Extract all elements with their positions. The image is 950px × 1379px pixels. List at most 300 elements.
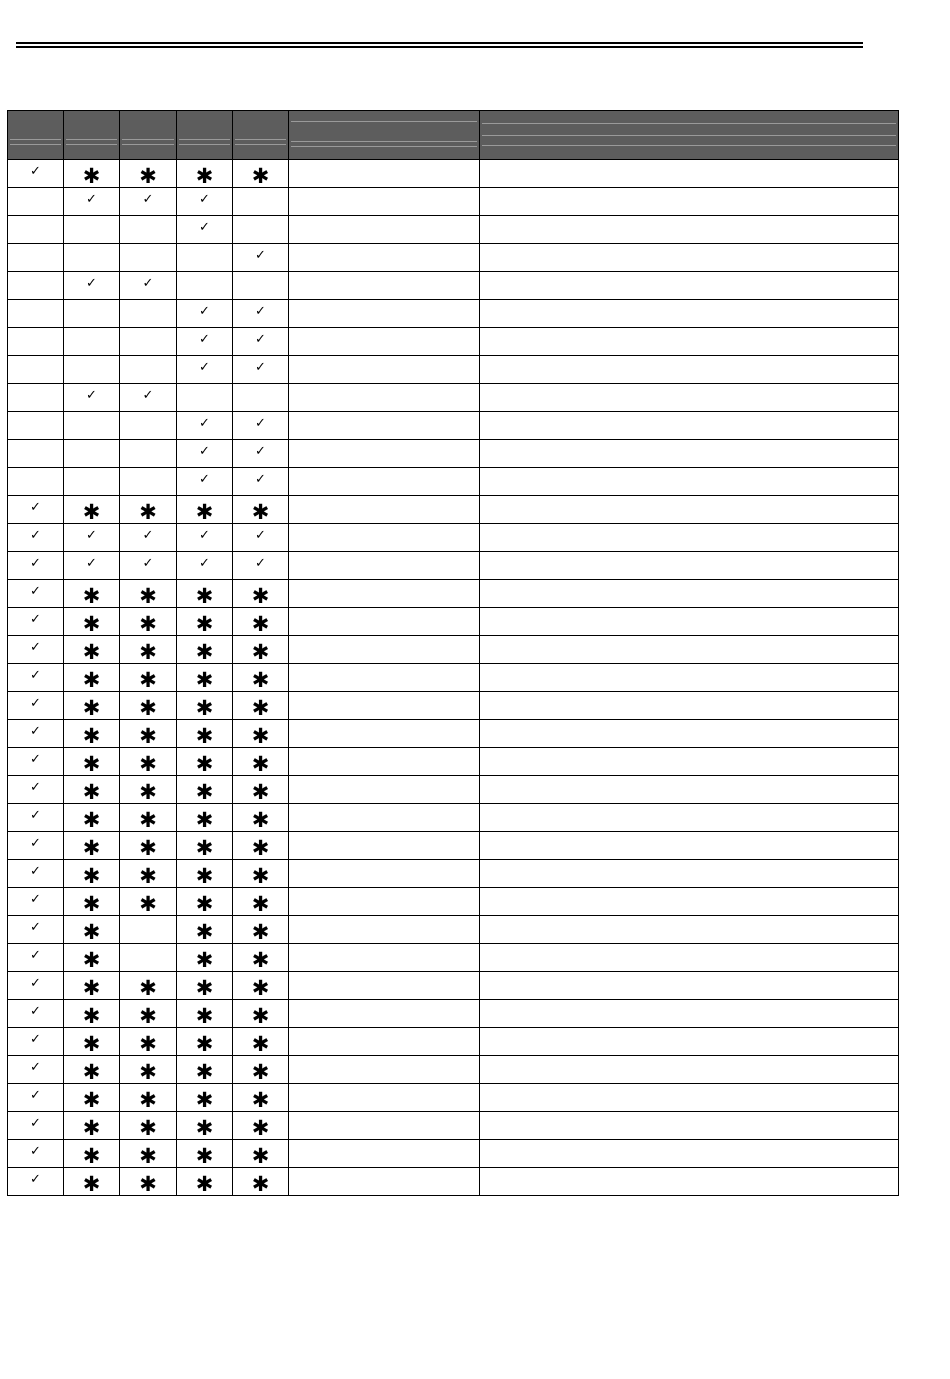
- table-cell-col-2: [64, 972, 120, 1000]
- checkmark-icon: ✓: [30, 892, 41, 907]
- checkmark-icon: ✓: [30, 500, 41, 515]
- asterisk-icon: ✱: [195, 1032, 214, 1056]
- table-cell-col-5: [233, 636, 289, 664]
- table-cell-col-3: [120, 776, 177, 804]
- table-cell-col-7: [480, 244, 899, 272]
- table-cell-col-4: [177, 356, 233, 384]
- table-cell-col-4: [177, 244, 233, 272]
- table-cell-col-2: [64, 300, 120, 328]
- checkmark-icon: ✓: [86, 276, 97, 291]
- table-cell-col-4: [177, 440, 233, 468]
- header-cell-4: [177, 111, 233, 160]
- header-cell-1: [8, 111, 64, 160]
- table-cell-col-3: [120, 944, 177, 972]
- asterisk-icon: ✱: [139, 892, 157, 916]
- table-cell-col-2: [64, 944, 120, 972]
- checkmark-icon: ✓: [86, 192, 97, 207]
- table-row: [8, 1084, 899, 1112]
- table-cell-col-3: [120, 1056, 177, 1084]
- asterisk-icon: ✱: [82, 724, 101, 748]
- table-cell-col-4: [177, 1056, 233, 1084]
- checkmark-icon: ✓: [199, 360, 210, 375]
- checkmark-icon: ✓: [142, 528, 154, 543]
- checkmark-icon: ✓: [30, 528, 41, 543]
- asterisk-icon: ✱: [195, 668, 214, 692]
- asterisk-icon: ✱: [251, 808, 270, 832]
- table-cell-col-6: [289, 328, 480, 356]
- table-cell-col-1: [8, 580, 64, 608]
- asterisk-icon: ✱: [195, 612, 214, 636]
- table-cell-col-6: [289, 1028, 480, 1056]
- asterisk-icon: ✱: [139, 696, 157, 720]
- table-row: [8, 776, 899, 804]
- asterisk-icon: ✱: [251, 724, 270, 748]
- table-cell-col-3: [120, 1168, 177, 1196]
- checkmark-icon: ✓: [30, 836, 41, 851]
- table-cell-col-3: [120, 328, 177, 356]
- table-cell-col-1: [8, 888, 64, 916]
- table-cell-col-7: [480, 160, 899, 188]
- table-row: [8, 944, 899, 972]
- table-cell-col-1: [8, 664, 64, 692]
- table-row: [8, 300, 899, 328]
- table-cell-col-1: [8, 1084, 64, 1112]
- asterisk-icon: ✱: [195, 892, 214, 916]
- checkmark-icon: ✓: [199, 332, 210, 347]
- asterisk-icon: ✱: [195, 780, 214, 804]
- table-cell-col-3: [120, 1112, 177, 1140]
- table-row: [8, 412, 899, 440]
- table-cell-col-4: [177, 664, 233, 692]
- table-cell-col-6: [289, 216, 480, 244]
- table-cell-col-5: [233, 216, 289, 244]
- table-cell-col-5: [233, 664, 289, 692]
- table-cell-col-5: [233, 1168, 289, 1196]
- table-cell-col-7: [480, 888, 899, 916]
- table-cell-col-7: [480, 1112, 899, 1140]
- asterisk-icon: ✱: [251, 668, 270, 692]
- table-cell-col-4: [177, 188, 233, 216]
- asterisk-icon: ✱: [82, 164, 101, 188]
- asterisk-icon: ✱: [82, 976, 101, 1000]
- table-cell-col-6: [289, 1000, 480, 1028]
- table-cell-col-3: [120, 496, 177, 524]
- table-cell-col-4: [177, 216, 233, 244]
- table-cell-col-1: [8, 692, 64, 720]
- asterisk-icon: ✱: [251, 612, 270, 636]
- checkmark-icon: ✓: [30, 808, 41, 823]
- asterisk-icon: ✱: [82, 948, 101, 972]
- table-cell-col-6: [289, 972, 480, 1000]
- table-cell-col-2: [64, 244, 120, 272]
- table-row: [8, 524, 899, 552]
- asterisk-icon: ✱: [251, 1088, 270, 1112]
- table-row: [8, 1000, 899, 1028]
- table-cell-col-4: [177, 1000, 233, 1028]
- table-cell-col-7: [480, 496, 899, 524]
- table-row: [8, 160, 899, 188]
- asterisk-icon: ✱: [82, 1004, 101, 1028]
- asterisk-icon: ✱: [82, 864, 101, 888]
- table-cell-col-4: [177, 888, 233, 916]
- table-cell-col-2: [64, 160, 120, 188]
- asterisk-icon: ✱: [195, 920, 214, 944]
- table-cell-col-7: [480, 1084, 899, 1112]
- asterisk-icon: ✱: [195, 1088, 214, 1112]
- table-cell-col-2: [64, 272, 120, 300]
- table-cell-col-3: [120, 720, 177, 748]
- header-rule-top: [16, 42, 863, 44]
- table-cell-col-4: [177, 860, 233, 888]
- table-cell-col-3: [120, 664, 177, 692]
- table-cell-col-7: [480, 188, 899, 216]
- table-cell-col-5: [233, 748, 289, 776]
- table-cell-col-2: [64, 1056, 120, 1084]
- table-cell-col-5: [233, 524, 289, 552]
- asterisk-icon: ✱: [195, 752, 214, 776]
- table-cell-col-6: [289, 888, 480, 916]
- table-cell-col-7: [480, 860, 899, 888]
- checkmark-icon: ✓: [142, 556, 154, 571]
- table-cell-col-4: [177, 496, 233, 524]
- table-cell-col-1: [8, 972, 64, 1000]
- table-cell-col-6: [289, 412, 480, 440]
- checkmark-icon: ✓: [30, 640, 41, 655]
- table-cell-col-5: [233, 1000, 289, 1028]
- table-cell-col-2: [64, 832, 120, 860]
- checkmark-icon: ✓: [142, 192, 154, 207]
- table-cell-col-5: [233, 692, 289, 720]
- checkmark-icon: ✓: [30, 164, 41, 179]
- table-cell-col-2: [64, 1112, 120, 1140]
- table-cell-col-2: [64, 916, 120, 944]
- table-row: [8, 188, 899, 216]
- table-cell-col-4: [177, 160, 233, 188]
- table-cell-col-2: [64, 580, 120, 608]
- asterisk-icon: ✱: [195, 808, 214, 832]
- table-cell-col-3: [120, 860, 177, 888]
- table-cell-col-3: [120, 804, 177, 832]
- table-cell-col-6: [289, 188, 480, 216]
- table-cell-col-4: [177, 748, 233, 776]
- table-cell-col-5: [233, 804, 289, 832]
- table-cell-col-1: [8, 160, 64, 188]
- table-cell-col-5: [233, 496, 289, 524]
- table-cell-col-3: [120, 692, 177, 720]
- table-cell-col-1: [8, 552, 64, 580]
- table-cell-col-7: [480, 328, 899, 356]
- asterisk-icon: ✱: [251, 1032, 270, 1056]
- table-cell-col-1: [8, 468, 64, 496]
- table-cell-col-3: [120, 524, 177, 552]
- asterisk-icon: ✱: [251, 1144, 270, 1168]
- table-cell-col-6: [289, 468, 480, 496]
- table-cell-col-5: [233, 776, 289, 804]
- asterisk-icon: ✱: [82, 500, 101, 524]
- checkmark-icon: ✓: [30, 1116, 41, 1131]
- table-header: [8, 111, 899, 160]
- table-cell-col-6: [289, 944, 480, 972]
- table-row: [8, 384, 899, 412]
- table-cell-col-3: [120, 160, 177, 188]
- table-row: [8, 496, 899, 524]
- table-cell-col-6: [289, 804, 480, 832]
- table-cell-col-4: [177, 804, 233, 832]
- asterisk-icon: ✱: [195, 500, 214, 524]
- table-cell-col-1: [8, 356, 64, 384]
- table-cell-col-1: [8, 1028, 64, 1056]
- table-cell-col-6: [289, 524, 480, 552]
- table-cell-col-2: [64, 216, 120, 244]
- asterisk-icon: ✱: [195, 1116, 214, 1140]
- table-cell-col-3: [120, 272, 177, 300]
- table-cell-col-6: [289, 552, 480, 580]
- table-cell-col-4: [177, 1028, 233, 1056]
- header-cell-7: [480, 111, 899, 160]
- table-row: [8, 916, 899, 944]
- table-row: [8, 328, 899, 356]
- checkmark-icon: ✓: [199, 304, 210, 319]
- table-cell-col-7: [480, 1000, 899, 1028]
- asterisk-icon: ✱: [139, 780, 157, 804]
- asterisk-icon: ✱: [82, 808, 101, 832]
- table-cell-col-1: [8, 272, 64, 300]
- header-cell-2: [64, 111, 120, 160]
- asterisk-icon: ✱: [82, 612, 101, 636]
- table-cell-col-5: [233, 272, 289, 300]
- table-cell-col-3: [120, 468, 177, 496]
- checkmark-icon: ✓: [199, 444, 210, 459]
- table-cell-col-1: [8, 1112, 64, 1140]
- table-cell-col-4: [177, 608, 233, 636]
- table-cell-col-4: [177, 832, 233, 860]
- table-cell-col-5: [233, 1056, 289, 1084]
- table-cell-col-6: [289, 1140, 480, 1168]
- asterisk-icon: ✱: [251, 976, 270, 1000]
- table-cell-col-3: [120, 1140, 177, 1168]
- asterisk-icon: ✱: [139, 612, 157, 636]
- table-row: [8, 1168, 899, 1196]
- asterisk-icon: ✱: [251, 1116, 270, 1140]
- checkmark-icon: ✓: [255, 360, 266, 375]
- header-rule-bottom: [16, 46, 863, 48]
- table-cell-col-6: [289, 1056, 480, 1084]
- table-cell-col-7: [480, 944, 899, 972]
- table-cell-col-4: [177, 1140, 233, 1168]
- table-cell-col-7: [480, 608, 899, 636]
- table-cell-col-3: [120, 608, 177, 636]
- checkmark-icon: ✓: [142, 388, 154, 403]
- table-cell-col-1: [8, 720, 64, 748]
- table-cell-col-5: [233, 300, 289, 328]
- table-cell-col-1: [8, 1056, 64, 1084]
- table-row: [8, 636, 899, 664]
- table-cell-col-3: [120, 748, 177, 776]
- table-cell-col-7: [480, 636, 899, 664]
- checkmark-icon: ✓: [255, 416, 266, 431]
- table-cell-col-7: [480, 356, 899, 384]
- table-cell-col-6: [289, 692, 480, 720]
- asterisk-icon: ✱: [139, 640, 157, 664]
- checkmark-icon: ✓: [30, 668, 41, 683]
- checkmark-icon: ✓: [30, 612, 41, 627]
- table-cell-col-4: [177, 272, 233, 300]
- table-cell-col-5: [233, 384, 289, 412]
- table-cell-col-5: [233, 580, 289, 608]
- table-cell-col-6: [289, 580, 480, 608]
- table-cell-col-6: [289, 720, 480, 748]
- table-row: [8, 692, 899, 720]
- table-cell-col-7: [480, 552, 899, 580]
- asterisk-icon: ✱: [139, 1144, 157, 1168]
- table-cell-col-1: [8, 216, 64, 244]
- table-cell-col-6: [289, 356, 480, 384]
- asterisk-icon: ✱: [82, 668, 101, 692]
- table-cell-col-1: [8, 496, 64, 524]
- table-cell-col-4: [177, 300, 233, 328]
- table-cell-col-2: [64, 692, 120, 720]
- table-cell-col-1: [8, 440, 64, 468]
- table-cell-col-3: [120, 1028, 177, 1056]
- table-cell-col-7: [480, 1140, 899, 1168]
- table-cell-col-6: [289, 916, 480, 944]
- checkmark-icon: ✓: [30, 556, 41, 571]
- table-row: [8, 356, 899, 384]
- table-cell-col-4: [177, 468, 233, 496]
- asterisk-icon: ✱: [82, 1032, 101, 1056]
- asterisk-icon: ✱: [251, 696, 270, 720]
- table-cell-col-4: [177, 524, 233, 552]
- asterisk-icon: ✱: [251, 780, 270, 804]
- table-cell-col-5: [233, 916, 289, 944]
- table-cell-col-2: [64, 552, 120, 580]
- table-cell-col-4: [177, 916, 233, 944]
- table-cell-col-3: [120, 888, 177, 916]
- asterisk-icon: ✱: [82, 1172, 101, 1196]
- table-cell-col-1: [8, 832, 64, 860]
- table-cell-col-5: [233, 356, 289, 384]
- header-cell-6: [289, 111, 480, 160]
- asterisk-icon: ✱: [251, 752, 270, 776]
- table-cell-col-7: [480, 804, 899, 832]
- table-cell-col-5: [233, 440, 289, 468]
- table-cell-col-1: [8, 1000, 64, 1028]
- table-cell-col-7: [480, 1028, 899, 1056]
- table-cell-col-7: [480, 748, 899, 776]
- table-cell-col-6: [289, 300, 480, 328]
- table-cell-col-5: [233, 720, 289, 748]
- table-cell-col-4: [177, 552, 233, 580]
- asterisk-icon: ✱: [195, 640, 214, 664]
- asterisk-icon: ✱: [251, 864, 270, 888]
- table-cell-col-1: [8, 608, 64, 636]
- feature-matrix-table: [7, 110, 899, 1196]
- table-cell-col-4: [177, 580, 233, 608]
- table-cell-col-6: [289, 664, 480, 692]
- asterisk-icon: ✱: [139, 1004, 157, 1028]
- table-cell-col-6: [289, 832, 480, 860]
- table-cell-col-5: [233, 1112, 289, 1140]
- checkmark-icon: ✓: [30, 864, 41, 879]
- header-cell-5: [233, 111, 289, 160]
- table-cell-col-5: [233, 832, 289, 860]
- table-cell-col-5: [233, 412, 289, 440]
- checkmark-icon: ✓: [255, 332, 266, 347]
- asterisk-icon: ✱: [82, 640, 101, 664]
- checkmark-icon: ✓: [30, 752, 41, 767]
- checkmark-icon: ✓: [30, 584, 41, 599]
- table-cell-col-5: [233, 1140, 289, 1168]
- table-cell-col-1: [8, 944, 64, 972]
- header-row: [8, 111, 899, 160]
- table-cell-col-6: [289, 496, 480, 524]
- table-cell-col-5: [233, 608, 289, 636]
- header-cell-3: [120, 111, 177, 160]
- table-cell-col-7: [480, 272, 899, 300]
- table-cell-col-3: [120, 1000, 177, 1028]
- table-cell-col-1: [8, 384, 64, 412]
- asterisk-icon: ✱: [195, 948, 214, 972]
- table-cell-col-7: [480, 524, 899, 552]
- table-cell-col-2: [64, 384, 120, 412]
- checkmark-icon: ✓: [255, 528, 266, 543]
- checkmark-icon: ✓: [30, 780, 41, 795]
- asterisk-icon: ✱: [82, 752, 101, 776]
- asterisk-icon: ✱: [139, 1032, 157, 1056]
- asterisk-icon: ✱: [195, 724, 214, 748]
- table-row: [8, 720, 899, 748]
- table-cell-col-5: [233, 328, 289, 356]
- checkmark-icon: ✓: [30, 920, 41, 935]
- asterisk-icon: ✱: [139, 1088, 157, 1112]
- table-cell-col-2: [64, 1084, 120, 1112]
- asterisk-icon: ✱: [195, 164, 214, 188]
- asterisk-icon: ✱: [139, 752, 157, 776]
- table-cell-col-1: [8, 804, 64, 832]
- table-cell-col-2: [64, 1028, 120, 1056]
- checkmark-icon: ✓: [199, 472, 210, 487]
- table-row: [8, 664, 899, 692]
- table-cell-col-1: [8, 636, 64, 664]
- table-cell-col-5: [233, 468, 289, 496]
- table-cell-col-2: [64, 524, 120, 552]
- asterisk-icon: ✱: [251, 500, 270, 524]
- asterisk-icon: ✱: [251, 836, 270, 860]
- table-cell-col-3: [120, 356, 177, 384]
- table-cell-col-2: [64, 356, 120, 384]
- table-cell-col-6: [289, 1112, 480, 1140]
- table-row: [8, 860, 899, 888]
- table-cell-col-3: [120, 188, 177, 216]
- table-cell-col-6: [289, 272, 480, 300]
- table-cell-col-4: [177, 944, 233, 972]
- table-cell-col-5: [233, 860, 289, 888]
- table-cell-col-4: [177, 720, 233, 748]
- asterisk-icon: ✱: [195, 864, 214, 888]
- table-cell-col-2: [64, 860, 120, 888]
- table-cell-col-6: [289, 776, 480, 804]
- asterisk-icon: ✱: [139, 164, 157, 188]
- asterisk-icon: ✱: [195, 976, 214, 1000]
- table-cell-col-2: [64, 776, 120, 804]
- table-cell-col-4: [177, 972, 233, 1000]
- asterisk-icon: ✱: [139, 1116, 157, 1140]
- asterisk-icon: ✱: [251, 1060, 270, 1084]
- table-cell-col-5: [233, 972, 289, 1000]
- asterisk-icon: ✱: [251, 584, 270, 608]
- table-cell-col-2: [64, 1000, 120, 1028]
- checkmark-icon: ✓: [255, 444, 266, 459]
